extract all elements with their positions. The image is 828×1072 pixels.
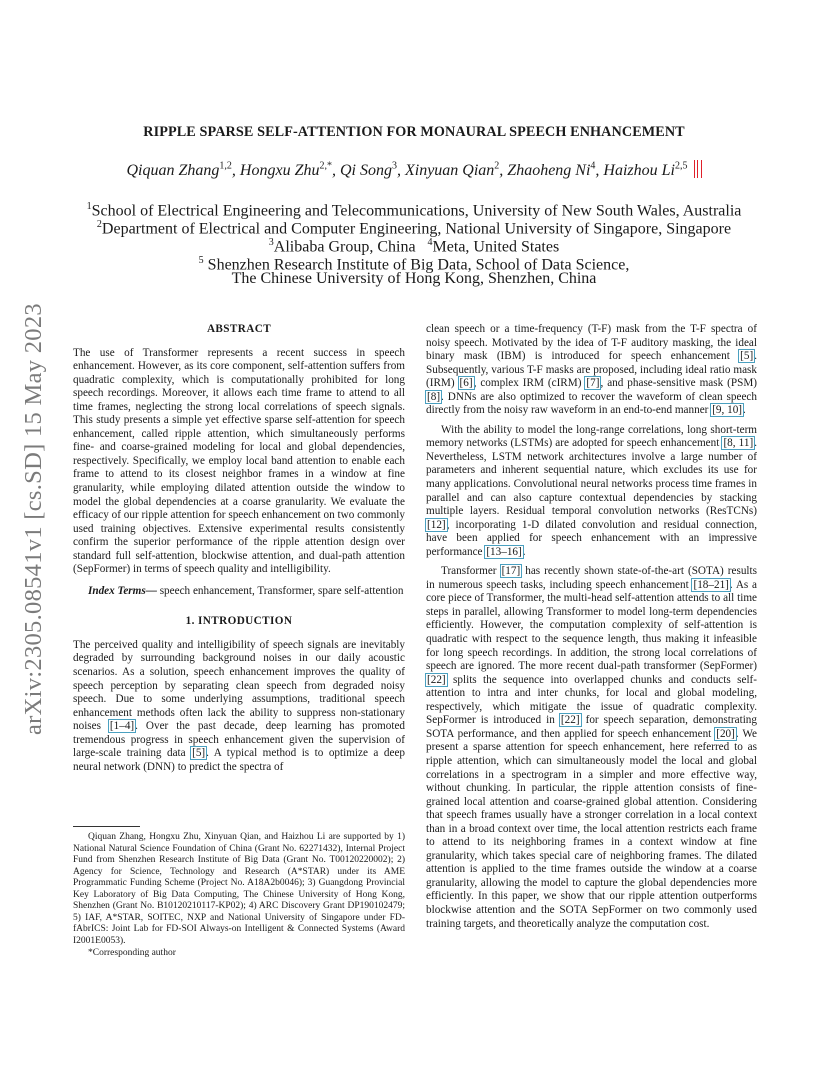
- text-run: .: [522, 545, 526, 558]
- author-name: Hongxu Zhu: [239, 162, 320, 179]
- paper-title: RIPPLE SPARSE SELF-ATTENTION FOR MONAURAL SPEECH ENHANCEMENT: [143, 124, 685, 140]
- author-name: Xinyuan Qian: [404, 162, 495, 179]
- text-run: clean speech or a time-frequency (T-F) mask from the T-F spectra of noisy speech. Motivated by the idea of T-F auditory masking, the ideal binary mask (IBM) is introduced for speech enhancement: [426, 323, 757, 363]
- citation-link[interactable]: [17]: [501, 565, 521, 578]
- author-name: Qi Song: [339, 162, 392, 179]
- citation-link[interactable]: [8, 11]: [723, 437, 754, 450]
- affil-sup: 3: [268, 237, 274, 248]
- text-run: . We present a sparse attention for speech enhancement, here referred to as ripple attention, which can simultaneously model the local and global correlations in a spectrogram in a simpler and more effective way, without chunking. In particular, the ripple attention consists of fine-grained local attention and coarse-grained global attention. Considering that speech frames usually have a stronger correlation in a local context than in a broad context over time, the local attention restricts each frame to attend to its neighboring frames in a context window at fine granularity, which takes special care of neighboring frames. The dilated attention is applied to the time frames outside the window at a coarse granularity, allowing the model to capture the global dependencies more efficiently. In this paper, we show that our ripple attention outperforms blockwise attention and the SOTA SepFormer on two commonly used training targets, and theoretically analyze the computation cost.: [426, 727, 758, 930]
- affil-sup: 4: [427, 237, 433, 248]
- citation-link[interactable]: [12]: [427, 518, 446, 531]
- intro-paragraph: [73, 639, 405, 774]
- text-run: , complex IRM (cIRM): [473, 377, 586, 390]
- author-affil-sup: 4: [590, 160, 596, 172]
- text-run: , incorporating 1-D dilated convolution and residual connection, have been applied for speech enhancement with an impressive performance: [426, 518, 757, 558]
- citation-link[interactable]: [13–16]: [486, 545, 522, 558]
- citation-link[interactable]: [9, 10]: [712, 404, 743, 417]
- intro-heading: 1. INTRODUCTION: [185, 615, 293, 628]
- author-name: Haizhou Li: [603, 162, 675, 179]
- affil-text: Department of Electrical and Computer Engineering, National University of Singapore, Singapore: [101, 220, 732, 238]
- affil-sup: 1: [86, 201, 92, 212]
- paragraph: [426, 323, 757, 418]
- affil-text: School of Electrical Engineering and Telecommunications, University of New South Wales, Australia: [91, 202, 742, 220]
- text-run: , and phase-sensitive mask (PSM): [600, 377, 758, 390]
- text-run: .: [743, 404, 746, 417]
- arxiv-identifier[interactable]: arXiv:2305.08541v1 [cs.SD] 15 May 2023: [20, 303, 47, 735]
- footnotes: [73, 832, 405, 960]
- author-list: Qiquan Zhang$^{1,2}$, Hongxu Zhu$^{2,*}$, Qi Song$^3$, Xinyuan Qian$^2$, Zhaoheng Ni$^4$, Haizhou Li$^{2,5}$: [0, 160, 828, 180]
- author-name: Qiquan Zhang: [126, 162, 220, 179]
- corresponding-author-note: *Corresponding author: [88, 948, 176, 958]
- text-run: . DNNs are also optimized to recover the waveform of clean speech directly from the noisy raw waveform in an end-to-end manner: [426, 390, 757, 417]
- footnote-rule: [73, 826, 140, 827]
- index-terms-label: Index Terms—: [88, 584, 157, 597]
- affil-text: Alibaba Group, China: [273, 238, 416, 256]
- citation-link[interactable]: [6]: [459, 377, 473, 390]
- author-affil-sup: 1,2: [219, 160, 232, 172]
- affiliation-5-line-2: The Chinese University of Hong Kong, Shenzhen, China: [231, 270, 597, 287]
- text-run: With the ability to model the long-range correlations, long short-term memory networks (LSTMs) are adopted for speech enhancement: [426, 423, 757, 450]
- hyperlink-box-icon[interactable]: [694, 160, 702, 178]
- author-affil-sup: 3: [391, 160, 397, 172]
- citation-link[interactable]: [22]: [560, 714, 580, 727]
- citation-link[interactable]: [5]: [740, 350, 754, 363]
- text-run: Transformer: [441, 565, 501, 578]
- author-name: Zhaoheng Ni: [507, 162, 591, 179]
- text-run: The perceived quality and intelligibility of speech signals are inevitably degraded by surrounding background noises in our daily acoustic scenarios. As a solution, speech enhancement improves the quality of speech perception by separating clean speech from degraded noisy speech. Due to some underlying assumptions, traditional speech enhancement methods often lack the ability to suppress non-stationary noises: [73, 638, 405, 733]
- funding-footnote: Qiquan Zhang, Hongxu Zhu, Xinyuan Qian, and Haizhou Li are supported by 1) National Natural Science Foundation of China (Grant No. 62271432), Internal Project Fund from Shenzhen Research Institute of Big Data (Grant No. T00120220002); 2) Agency for Science, Technology and Research (A*STAR) under its AME Programmatic Funding Scheme (Project No. A18A2b0046); 3) Guangdong Provincial Key Laboratory of Big Data Computing, The Chinese University of Hong Kong, Shenzhen (Grant No. B10120210117-KP02); 4) ARC Discovery Grant DP190102479; 5) IAF, A*STAR, SOITEC, NXP and National University of Singapore under FD-fAbrICS: Joint Lab for FD-SOI Always-on Intelligent & Connected Systems (Award I2001E0053).: [73, 832, 405, 946]
- affil-sup: 5: [198, 255, 204, 266]
- abstract-text: The use of Transformer represents a recent success in speech enhancement. However, as its core component, self-attention suffers from quadratic complexity, which is computationally prohibited for long speech recordings. Moreover, it allows each time frame to attend to all time frames, neglecting the strong local correlations of speech signals. This study presents a simple yet effective sparse self-attention for speech enhancement, called ripple attention, which simultaneously performs fine- and coarse-grained modeling for local and global dependencies, respectively. Specifically, we employ local band attention to enable each frame to attend to its closest neighbor frames in a window at fine granularity, while employing dilated attention outside the window to model the global dependencies at a coarse granularity. We evaluate the efficacy of our ripple attention for speech enhancement on two commonly used training objectives. Extensive experimental results consistently confirm the superior performance of the ripple attention design over standard full self-attention, blockwise attention, and dual-path attention (SepFormer) in terms of speech quality and intelligibility.: [73, 346, 405, 576]
- citation-link[interactable]: [22]: [427, 673, 446, 686]
- index-terms: [73, 585, 405, 599]
- text-run: . Nevertheless, LSTM network architectures involve a large number of parameters and inherent sequential nature, which excludes its use for many applications. Convolutional neural networks process time frames in parallel and can also capture contextual dependencies by stacking multiple layers. Residual temporal convolution networks (ResTCNs): [426, 437, 757, 518]
- citation-link[interactable]: [1–4]: [109, 720, 135, 733]
- right-column: [426, 323, 757, 931]
- citation-link[interactable]: [7]: [586, 377, 600, 390]
- text-run: . As a core piece of Transformer, the multi-head self-attention attends to all time steps in parallel, allowing Transformer to model long-term dependencies efficiently. However, the computation complexity of self-attention is quadratic with respect to the sequence length, thus making it infeasible for long speech recordings. In addition, the strong local correlations of speech are ignored. The more recent dual-path transformer (SepFormer): [426, 578, 757, 673]
- index-terms-text: speech enhancement, Transformer, spare self-attention: [156, 584, 404, 597]
- left-column: [73, 323, 405, 774]
- citation-link[interactable]: [20]: [716, 727, 735, 740]
- citation-link[interactable]: [8]: [427, 390, 441, 403]
- affil-text: Shenzhen Research Institute of Big Data, School of Data Science,: [207, 256, 630, 274]
- affil-sup: 2: [96, 219, 102, 230]
- paragraph: [426, 565, 757, 931]
- paragraph: [426, 424, 757, 559]
- abstract-heading: ABSTRACT: [206, 323, 272, 335]
- citation-link[interactable]: [18–21]: [693, 578, 729, 591]
- text-run: . A typical method is to optimize a deep neural network (DNN) to predict the spectra of: [73, 747, 405, 773]
- author-affil-sup: 2: [494, 160, 500, 172]
- author-affil-sup: 2,5: [675, 160, 688, 172]
- affil-text: Meta, United States: [432, 238, 560, 256]
- author-affil-sup: 2,*: [319, 160, 332, 172]
- text-run: has recently shown state-of-the-art (SOTA) results in numerous speech tasks, including speech enhancement: [426, 565, 757, 591]
- text-run: . Subsequently, various T-F masks are proposed, including ideal ratio mask (IRM): [426, 350, 757, 390]
- text-run: for speech separation, demonstrating SOTA performance, and then applied for speech enhancement: [426, 714, 757, 740]
- text-run: . Over the past decade, deep learning has promoted tremendous progress in speech enhancement given the supervision of large-scale training data: [73, 720, 405, 760]
- text-run: splits the sequence into overlapped chunks and conducts self-attention to intra and inter chunks, for local and global modeling, respectively, which mitigate the issue of quadratic complexity. SepFormer is introduced in: [426, 673, 757, 727]
- citation-link[interactable]: [5]: [192, 747, 206, 760]
